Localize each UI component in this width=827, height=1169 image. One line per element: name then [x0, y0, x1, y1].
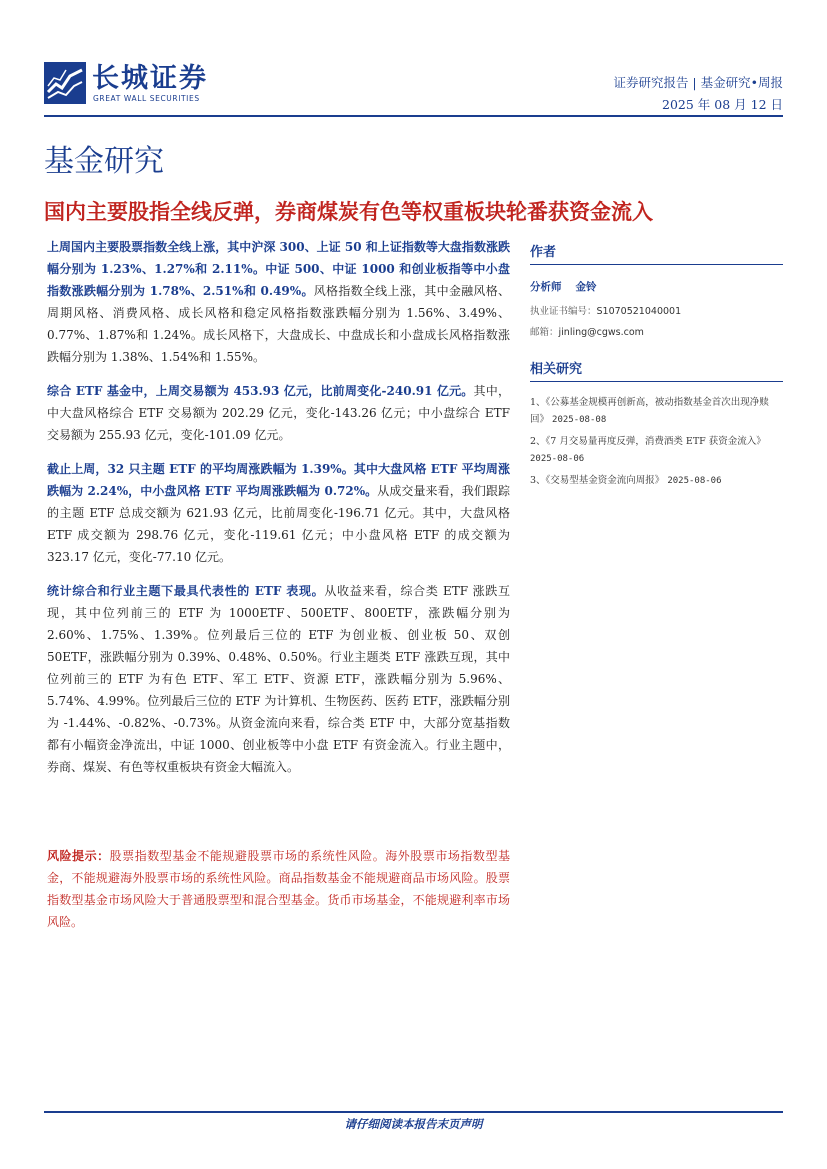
- great-wall-logo-icon: [44, 62, 86, 104]
- paragraph-representative-etf: [47, 580, 510, 778]
- related-research-heading: 相关研究: [530, 358, 783, 382]
- related-title: 1、《公募基金规模再创新高，被动指数基金首次出现净赎回》: [530, 397, 769, 425]
- company-logo: [44, 62, 259, 108]
- footer-disclaimer: 请仔细阅读本报告末页声明: [344, 1117, 483, 1131]
- related-date: 2025-08-06: [667, 476, 722, 486]
- header-divider: [44, 115, 783, 117]
- page-title: 基金研究: [44, 144, 164, 179]
- paragraph-lead: 截止上周，32 只主题 ETF 的平均周涨跌幅为 1.39%。其中大盘风格 ETF 平均周涨跌幅为 2.24%，中小盘风格 ETF 平均周涨跌幅为 0.72%。: [47, 462, 510, 498]
- paragraph-lead: 上周国内主要股票指数全线上涨，其中沪深 300、上证 50 和上证指数等大盘指数涨跌幅分别为 1.23%、1.27%和 2.11%。中证 500、中证 1000 和创业板指等中小盘指数涨跌幅分别为 1.78%、2.51%和 0.49%。: [47, 240, 510, 298]
- license-line: [530, 304, 783, 319]
- risk-warning: [47, 845, 510, 933]
- footer-divider: [44, 1111, 783, 1113]
- related-research-item[interactable]: [530, 433, 783, 468]
- summary-body: [47, 236, 510, 790]
- paragraph-index-performance: [47, 236, 510, 368]
- related-title: 3、《交易型基金资金流向周报》: [530, 475, 665, 486]
- license-value: S1070521040001: [596, 306, 682, 317]
- related-date: 2025-08-06: [530, 454, 585, 464]
- report-date: 2025 年 08 月 12 日: [662, 97, 783, 112]
- paragraph-theme-etf: [47, 458, 510, 568]
- report-headline: 国内主要股指全线反弹，券商煤炭有色等权重板块轮番获资金流入: [44, 200, 653, 224]
- risk-warning-label: 风险提示：: [47, 849, 110, 863]
- related-date: 2025-08-08: [552, 415, 607, 425]
- paragraph-lead: 统计综合和行业主题下最具代表性的 ETF 表现。: [47, 584, 325, 598]
- analyst-label: 分析师: [530, 281, 562, 293]
- email-line: [530, 325, 783, 340]
- author-heading: 作者: [530, 241, 783, 265]
- paragraph-etf-turnover: [47, 380, 510, 446]
- license-label: 执业证书编号：: [530, 306, 597, 317]
- analyst-name: 金铃: [575, 281, 597, 293]
- paragraph-text: 从收益来看，综合类 ETF 涨跌互现，其中位列前三的 ETF 为 1000ETF、500ETF、800ETF，涨跌幅分别为 2.60%、1.75%、1.39%。位列最后三位的 ETF 为创业板、创业板 50、双创 50ETF，涨跌幅分别为 0.39%、0.48%、0.50%。行业主题类 ETF 涨跌互现，其中位列前三的 ETF 为有色 ETF、军工 ETF、资源 ETF，涨跌幅分别为 5.96%、5.74%、4.99%。位列最后三位的 ETF 为计算机、生物医药、医药 ETF，涨跌幅分别为 -1.44%、-0.82%、-0.73%。从资金流向来看，综合类 ETF 中，大部分宽基指数都有小幅资金净流出，中证 1000、创业板等中小盘 ETF 有资金流入。行业主题中，券商、煤炭、有色等权重板块有资金大幅流入。: [47, 584, 510, 774]
- related-research-item[interactable]: [530, 472, 783, 490]
- logo-english-name: GREAT WALL SECURITIES: [93, 94, 200, 103]
- report-type: 证券研究报告 | 基金研究•周报: [613, 75, 783, 90]
- email-label: 邮箱：: [530, 327, 559, 338]
- sidebar: [530, 241, 783, 494]
- report-meta: [613, 72, 783, 116]
- related-title: 2、《7 月交易量再度反弹，消费酒类 ETF 获资金流入》: [530, 436, 766, 447]
- analyst-line: [530, 279, 783, 294]
- analyst-info: [530, 304, 783, 340]
- email-link[interactable]: jinling@cgws.com: [558, 327, 644, 338]
- paragraph-lead: 综合 ETF 基金中，上周交易额为 453.93 亿元，比前周变化-240.91 亿元。: [47, 384, 474, 398]
- related-research-item[interactable]: [530, 394, 783, 429]
- risk-warning-text: 股票指数型基金不能规避股票市场的系统性风险。海外股票市场指数型基金，不能规避海外股票市场的系统性风险。商品指数基金不能规避商品市场风险。股票指数型基金市场风险大于普通股票型和混合型基金。货币市场基金，不能规避利率市场风险。: [47, 849, 510, 929]
- paragraph-text: 从成交量来看，我们跟踪的主题 ETF 总成交额为 621.93 亿元，比前周变化-196.71 亿元。其中，大盘风格 ETF 成交额为 298.76 亿元，变化-119.61 亿元；中小盘风格 ETF 的成交额为 323.17 亿元，变化-77.10 亿元。: [47, 484, 510, 564]
- paragraph-text: 其中，中大盘风格综合 ETF 交易额为 202.29 亿元，变化-143.26 亿元；中小盘综合 ETF 交易额为 255.93 亿元，变化-101.09 亿元。: [47, 384, 510, 442]
- logo-chinese-name: 长城证券: [92, 63, 208, 94]
- related-research-list: [530, 394, 783, 490]
- paragraph-text: 风格指数全线上涨，其中金融风格、周期风格、消费风格、成长风格和稳定风格指数涨跌幅分别为 1.56%、3.49%、0.77%、1.87%和 1.24%。成长风格下，大盘成长、中盘成长和小盘成长风格指数涨跌幅分别为 1.38%、1.54%和 1.55%。: [47, 284, 510, 364]
